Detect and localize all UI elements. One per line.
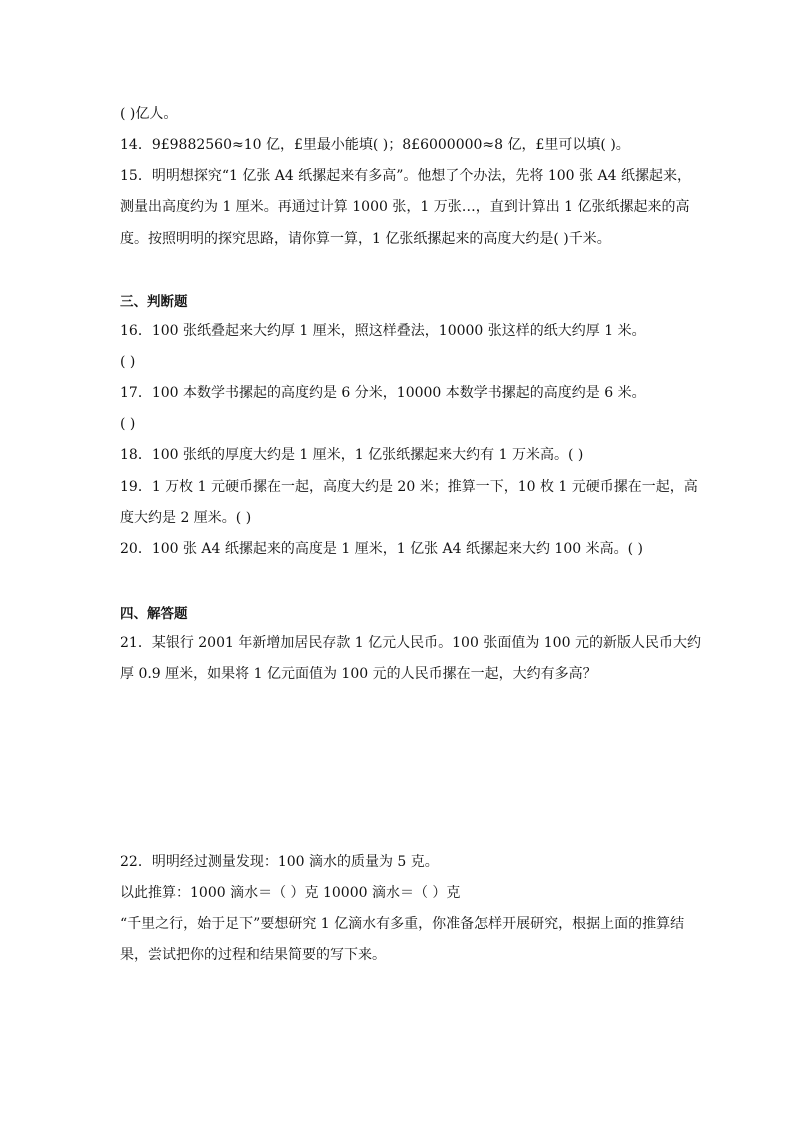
question-16: 16．100 张纸叠起来大约厚 1 厘米，照这样叠法，10000 张这样的纸大约厚 1 米。 bbox=[120, 323, 646, 339]
question-17-answer-blank: ( ) bbox=[120, 416, 136, 432]
question-18: 18．100 张纸的厚度大约是 1 厘米，1 亿张纸摞起来大约有 1 万米高。( ) bbox=[120, 447, 584, 463]
question-14: 14．9£9882560≈10 亿，£里最小能填( )；8£6000000≈8 亿，£里可以填( )。 bbox=[120, 137, 630, 153]
question-17: 17．100 本数学书摞起的高度约是 6 分米，10000 本数学书摞起的高度约是 6 米。 bbox=[120, 385, 646, 401]
question-15-line-1: 15．明明想探究“1 亿张 A4 纸摞起来有多高”。他想了个办法，先将 100 张 A4 纸摞起来， bbox=[120, 168, 691, 184]
question-20: 20．100 张 A4 纸摞起来的高度是 1 厘米，1 亿张 A4 纸摞起来大约 100 米高。( ) bbox=[120, 541, 643, 557]
question-22-line-3: “千里之行，始于足下”要想研究 1 亿滴水有多重，你准备怎样开展研究，根据上面的推算结 bbox=[120, 916, 685, 932]
question-15-line-3: 度。按照明明的探究思路，请你算一算，1 亿张纸摞起来的高度大约是( )千米。 bbox=[120, 231, 611, 247]
question-22-line-4: 果，尝试把你的过程和结果简要的写下来。 bbox=[120, 947, 386, 963]
question-21-line-1: 21．某银行 2001 年新增加居民存款 1 亿元人民币。100 张面值为 100 元的新版人民币大约 bbox=[120, 635, 701, 651]
section-4-title: 四、解答题 bbox=[120, 606, 188, 622]
q13-continuation: ( )亿人。 bbox=[120, 106, 178, 122]
question-16-answer-blank: ( ) bbox=[120, 354, 136, 370]
question-22-line-1: 22．明明经过测量发现：100 滴水的质量为 5 克。 bbox=[120, 854, 439, 870]
question-19-line-2: 度大约是 2 厘米。( ) bbox=[120, 510, 252, 526]
question-19-line-1: 19．1 万枚 1 元硬币摞在一起，高度大约是 20 米；推算一下，10 枚 1 元硬币摞在一起，高 bbox=[120, 479, 698, 495]
question-22-line-2: 以此推算：1000 滴水＝（ ）克 10000 滴水＝（ ）克 bbox=[120, 885, 461, 901]
section-3-title: 三、判断题 bbox=[120, 294, 188, 310]
question-21-line-2: 厚 0.9 厘米，如果将 1 亿元面值为 100 元的人民币摞在一起，大约有多高？ bbox=[120, 666, 597, 682]
question-15-line-2: 测量出高度约为 1 厘米。再通过计算 1000 张，1 万张…，直到计算出 1 亿张纸摞起来的高 bbox=[120, 199, 690, 215]
